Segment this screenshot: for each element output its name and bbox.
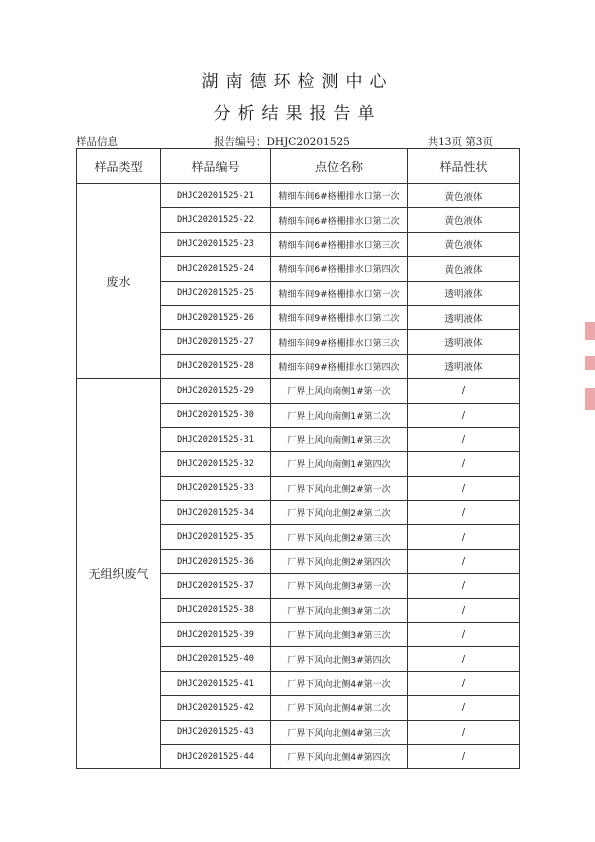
location-cell: 厂界下风向北侧2#第一次: [271, 476, 408, 500]
location-cell: 精细车间6#格栅排水口第三次: [271, 232, 408, 256]
location-cell: 精细车间9#格栅排水口第三次: [271, 330, 408, 354]
sample-code-cell: DHJC20201525-26: [161, 305, 271, 329]
column-header-type: 样品类型: [77, 149, 161, 184]
property-cell: 透明液体: [408, 305, 520, 329]
sample-code-cell: DHJC20201525-25: [161, 281, 271, 305]
sample-code-cell: DHJC20201525-27: [161, 330, 271, 354]
table-row: [77, 184, 520, 208]
table-row: [77, 379, 520, 403]
location-cell: 厂界下风向北侧3#第三次: [271, 623, 408, 647]
org-name: 湖南德环检测中心: [201, 72, 394, 92]
location-cell: 精细车间6#格栅排水口第二次: [271, 208, 408, 232]
property-cell: 黄色液体: [408, 208, 520, 232]
location-cell: 精细车间6#格栅排水口第四次: [271, 257, 408, 281]
sample-code-cell: DHJC20201525-39: [161, 623, 271, 647]
property-cell: 黄色液体: [408, 232, 520, 256]
document-title: 分析结果报告单: [213, 104, 382, 124]
property-cell: /: [408, 574, 520, 598]
sample-code-cell: DHJC20201525-43: [161, 720, 271, 744]
property-cell: 黄色液体: [408, 184, 520, 208]
property-cell: /: [408, 525, 520, 549]
property-cell: /: [408, 647, 520, 671]
location-cell: 厂界下风向北侧2#第三次: [271, 525, 408, 549]
page-count: 共13页 第3页: [427, 136, 493, 148]
sample-code-cell: DHJC20201525-41: [161, 671, 271, 695]
results-table: [76, 148, 520, 769]
sample-code-cell: DHJC20201525-29: [161, 379, 271, 403]
column-header-code: 样品编号: [161, 149, 271, 184]
property-cell: /: [408, 720, 520, 744]
location-cell: 厂界下风向北侧3#第四次: [271, 647, 408, 671]
sample-code-cell: DHJC20201525-28: [161, 354, 271, 378]
sample-code-cell: DHJC20201525-38: [161, 598, 271, 622]
property-cell: /: [408, 549, 520, 573]
location-cell: 厂界下风向北侧4#第三次: [271, 720, 408, 744]
seal-mark: [585, 388, 595, 410]
section-label: 样品信息: [76, 136, 118, 148]
sample-code-cell: DHJC20201525-37: [161, 574, 271, 598]
property-cell: /: [408, 598, 520, 622]
column-header-property: 样品性状: [408, 149, 520, 184]
sample-code-cell: DHJC20201525-32: [161, 452, 271, 476]
table-body: [77, 184, 520, 769]
sample-code-cell: DHJC20201525-35: [161, 525, 271, 549]
property-cell: /: [408, 744, 520, 768]
property-cell: 透明液体: [408, 354, 520, 378]
seal-mark: [585, 356, 595, 370]
property-cell: /: [408, 427, 520, 451]
report-number: 报告编号：DHJC20201525: [214, 136, 350, 148]
property-cell: 透明液体: [408, 281, 520, 305]
location-cell: 精细车间9#格栅排水口第二次: [271, 305, 408, 329]
table-header-row: [77, 149, 520, 184]
sample-code-cell: DHJC20201525-33: [161, 476, 271, 500]
location-cell: 厂界下风向北侧4#第二次: [271, 696, 408, 720]
location-cell: 厂界下风向北侧3#第二次: [271, 598, 408, 622]
property-cell: /: [408, 696, 520, 720]
location-cell: 厂界上风向南侧1#第四次: [271, 452, 408, 476]
location-cell: 厂界下风向北侧3#第一次: [271, 574, 408, 598]
property-cell: 黄色液体: [408, 257, 520, 281]
location-cell: 厂界上风向南侧1#第一次: [271, 379, 408, 403]
seal-mark: [585, 322, 595, 340]
sample-code-cell: DHJC20201525-34: [161, 501, 271, 525]
property-cell: /: [408, 403, 520, 427]
location-cell: 厂界上风向南侧1#第二次: [271, 403, 408, 427]
sample-code-cell: DHJC20201525-44: [161, 744, 271, 768]
property-cell: /: [408, 476, 520, 500]
location-cell: 精细车间9#格栅排水口第四次: [271, 354, 408, 378]
sample-code-cell: DHJC20201525-31: [161, 427, 271, 451]
sample-code-cell: DHJC20201525-24: [161, 257, 271, 281]
sample-type-cell: 废水: [77, 184, 161, 379]
sample-code-cell: DHJC20201525-23: [161, 232, 271, 256]
column-header-location: 点位名称: [271, 149, 408, 184]
sample-code-cell: DHJC20201525-36: [161, 549, 271, 573]
location-cell: 厂界下风向北侧4#第四次: [271, 744, 408, 768]
property-cell: /: [408, 501, 520, 525]
property-cell: 透明液体: [408, 330, 520, 354]
location-cell: 厂界下风向北侧2#第二次: [271, 501, 408, 525]
sample-code-cell: DHJC20201525-40: [161, 647, 271, 671]
location-cell: 精细车间9#格栅排水口第一次: [271, 281, 408, 305]
property-cell: /: [408, 671, 520, 695]
location-cell: 厂界上风向南侧1#第三次: [271, 427, 408, 451]
location-cell: 厂界下风向北侧4#第一次: [271, 671, 408, 695]
property-cell: /: [408, 379, 520, 403]
property-cell: /: [408, 623, 520, 647]
sample-code-cell: DHJC20201525-22: [161, 208, 271, 232]
property-cell: /: [408, 452, 520, 476]
sample-code-cell: DHJC20201525-30: [161, 403, 271, 427]
location-cell: 厂界下风向北侧2#第四次: [271, 549, 408, 573]
sample-code-cell: DHJC20201525-42: [161, 696, 271, 720]
sample-type-cell: 无组织废气: [77, 379, 161, 769]
location-cell: 精细车间6#格栅排水口第一次: [271, 184, 408, 208]
sample-code-cell: DHJC20201525-21: [161, 184, 271, 208]
